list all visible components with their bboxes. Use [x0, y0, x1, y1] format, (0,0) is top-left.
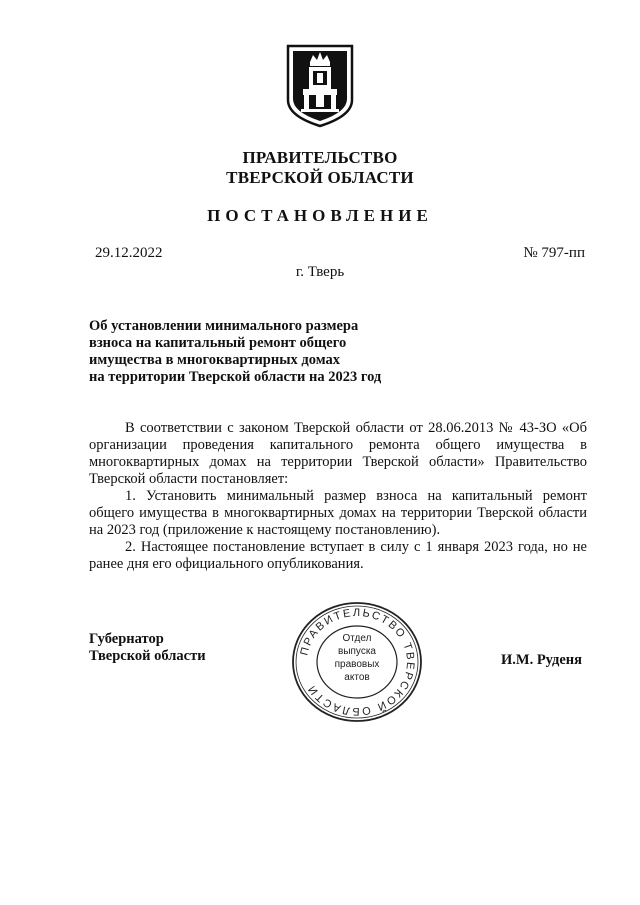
- signer-position-line1: Губернатор: [89, 631, 164, 647]
- document-subject: [89, 318, 381, 386]
- document-city: г. Тверь: [295, 264, 345, 280]
- subject-line2: взноса на капитальный ремонт общего: [89, 335, 347, 351]
- signer-position: [89, 631, 206, 665]
- document-body: [89, 420, 587, 573]
- body-paragraph-preamble: В соответствии с законом Тверской области от 28.06.2013 № 43-ЗО «Об организации проведения капитального ремонта общего имущества в многоквартирных домах на территории Тверской области» Правительство Тверской области постановляет:: [89, 420, 587, 487]
- stamp-inner-line4: актов: [344, 672, 370, 683]
- government-title-line2: ТВЕРСКОЙ ОБЛАСТИ: [226, 168, 414, 187]
- subject-line4: на территории Тверской области на 2023 год: [89, 369, 382, 385]
- stamp-inner-line1: Отдел: [342, 633, 372, 644]
- subject-line1: Об установлении минимального размера: [89, 318, 359, 334]
- stamp-inner-line2: выпуска: [338, 646, 376, 657]
- tver-coat-of-arms-emblem: [284, 42, 356, 128]
- document-date: 29.12.2022: [95, 245, 163, 261]
- stamp-inner-text: [330, 632, 384, 684]
- government-title-line1: ПРАВИТЕЛЬСТВО: [242, 148, 398, 167]
- signer-name: И.М. Руденя: [500, 652, 582, 668]
- stamp-inner-line3: правовых: [334, 659, 380, 670]
- body-paragraph-item1: 1. Установить минимальный размер взноса на капитальный ремонт общего имущества в многоквартирных домах на территории Тверской области на 2023 год (приложение к настоящему постановлению).: [89, 488, 587, 538]
- body-paragraph-item2: 2. Настоящее постановление вступает в силу с 1 января 2023 года, но не ранее дня его официального опубликования.: [89, 539, 587, 572]
- document-number: № 797-пп: [523, 245, 585, 261]
- document-type-heading: ПОСТАНОВЛЕНИЕ: [207, 206, 433, 225]
- subject-line3: имущества в многоквартирных домах: [89, 352, 340, 368]
- stamp-ring-text: ПРАВИТЕЛЬСТВО ТВЕРСКОЙ ОБЛАСТИ: [298, 606, 417, 718]
- signer-position-line2: Тверской области: [89, 648, 206, 664]
